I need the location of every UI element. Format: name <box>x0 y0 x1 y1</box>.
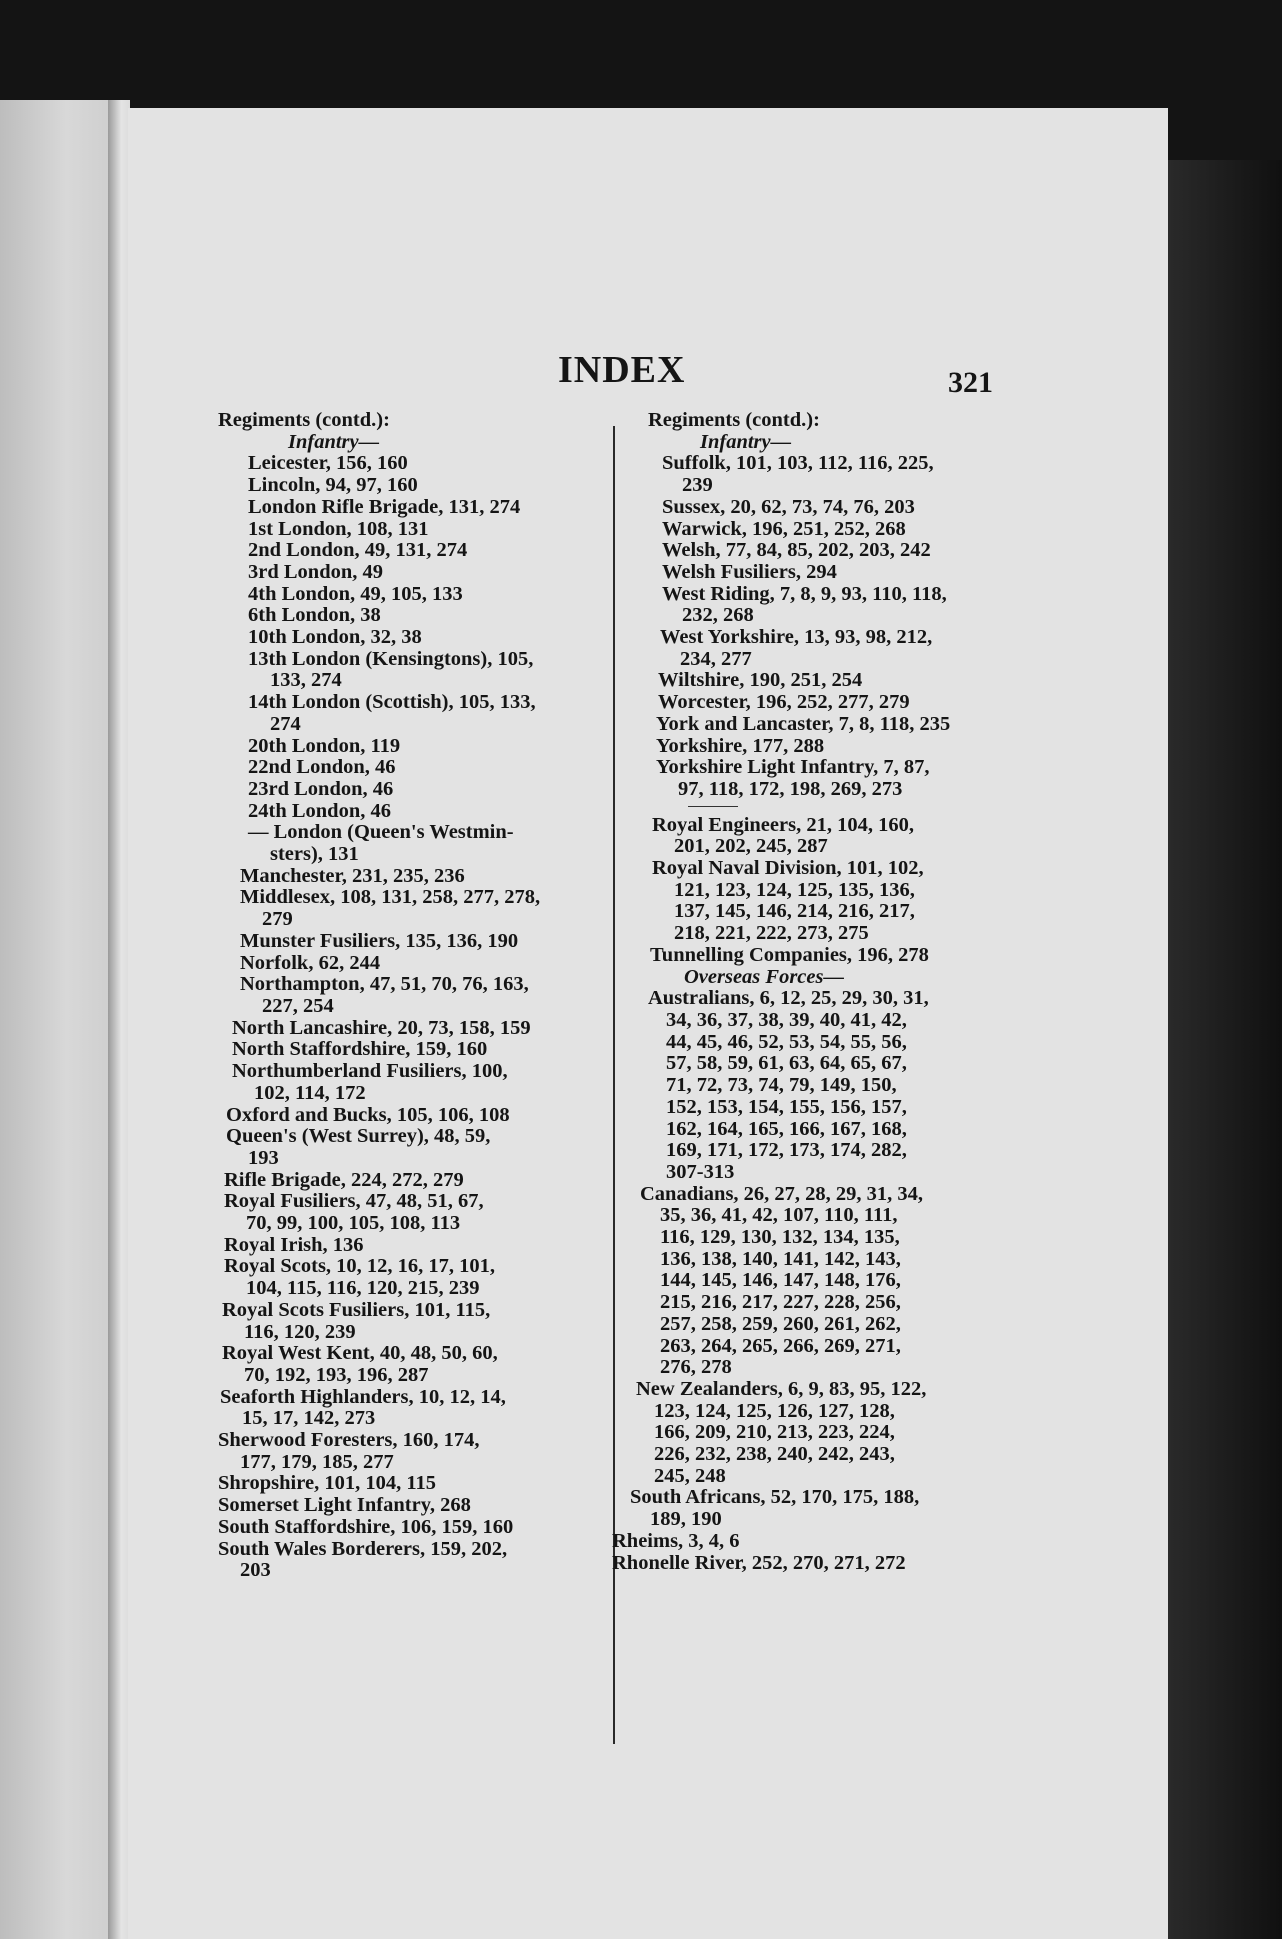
index-entry: 20th London, 119 <box>248 734 401 757</box>
index-entry: Norfolk, 62, 244 <box>240 951 381 974</box>
index-entry: Shropshire, 101, 104, 115 <box>218 1472 436 1495</box>
index-entry: Wiltshire, 190, 251, 254 <box>658 669 863 692</box>
index-entry: 263, 264, 265, 266, 269, 271, <box>660 1334 901 1357</box>
index-entry: 137, 145, 146, 214, 216, 217, <box>674 900 915 923</box>
index-entry: Munster Fusiliers, 135, 136, 190 <box>240 929 519 952</box>
index-entry: Rheims, 3, 4, 6 <box>612 1529 740 1552</box>
index-entry: 166, 209, 210, 213, 223, 224, <box>654 1421 895 1444</box>
index-entry: 1st London, 108, 131 <box>248 517 429 540</box>
index-entry: Middlesex, 108, 131, 258, 277, 278, <box>240 886 541 909</box>
index-subheading: Infantry— <box>288 430 380 453</box>
index-entry: 3rd London, 49 <box>248 560 384 583</box>
index-entry: 218, 221, 222, 273, 275 <box>674 922 869 945</box>
index-entry: Royal Naval Division, 101, 102, <box>652 857 924 880</box>
index-entry: Manchester, 231, 235, 236 <box>240 864 465 887</box>
index-subheading: Overseas Forces— <box>684 965 844 988</box>
index-entry: 121, 123, 124, 125, 135, 136, <box>674 878 915 901</box>
index-entry: 232, 268 <box>682 604 754 627</box>
index-entry: 177, 179, 185, 277 <box>240 1450 394 1473</box>
index-entry: Northampton, 47, 51, 70, 76, 163, <box>240 973 529 996</box>
index-entry: Seaforth Highlanders, 10, 12, 14, <box>220 1385 506 1408</box>
index-entry: South Africans, 52, 170, 175, 188, <box>630 1486 920 1509</box>
facing-page-edge <box>0 100 110 1939</box>
index-entry: West Yorkshire, 13, 93, 98, 212, <box>660 626 933 649</box>
index-entry: Royal Irish, 136 <box>224 1233 364 1256</box>
index-entry: 152, 153, 154, 155, 156, 157, <box>666 1095 907 1118</box>
index-entry: Royal Fusiliers, 47, 48, 51, 67, <box>224 1190 484 1213</box>
book-page <box>128 108 1168 1939</box>
index-entry: North Staffordshire, 159, 160 <box>232 1038 488 1061</box>
index-entry: 116, 120, 239 <box>244 1320 356 1343</box>
index-entry: 245, 248 <box>654 1464 726 1487</box>
index-entry: Royal West Kent, 40, 48, 50, 60, <box>222 1342 498 1365</box>
index-entry: Sherwood Foresters, 160, 174, <box>218 1429 480 1452</box>
index-entry: West Riding, 7, 8, 9, 93, 110, 118, <box>662 582 947 605</box>
scan-background <box>1168 160 1282 1939</box>
page-header <box>128 348 1168 408</box>
index-entry: 169, 171, 172, 173, 174, 282, <box>666 1139 907 1162</box>
index-entry: Yorkshire, 177, 288 <box>656 734 825 757</box>
index-entry: 71, 72, 73, 74, 79, 149, 150, <box>666 1074 897 1097</box>
index-entry: 189, 190 <box>650 1508 722 1531</box>
index-entry: 13th London (Kensingtons), 105, <box>248 647 534 670</box>
index-entry: York and Lancaster, 7, 8, 118, 235 <box>656 712 951 735</box>
index-entry: Oxford and Bucks, 105, 106, 108 <box>226 1103 510 1126</box>
index-entry: Suffolk, 101, 103, 112, 116, 225, <box>662 452 934 475</box>
index-entry: Australians, 6, 12, 25, 29, 30, 31, <box>648 987 929 1010</box>
index-entry: 22nd London, 46 <box>248 756 396 779</box>
index-entry: 24th London, 46 <box>248 799 391 822</box>
index-entry: Royal Engineers, 21, 104, 160, <box>652 813 914 836</box>
index-entry: 234, 277 <box>680 647 752 670</box>
index-entry: 307-313 <box>666 1160 735 1183</box>
index-entry: 201, 202, 245, 287 <box>674 835 828 858</box>
index-entry: 97, 118, 172, 198, 269, 273 <box>678 777 903 800</box>
index-entry: 203 <box>240 1559 271 1582</box>
index-entry: Somerset Light Infantry, 268 <box>218 1494 471 1517</box>
index-entry: 15, 17, 142, 273 <box>242 1407 376 1430</box>
index-entry: Rifle Brigade, 224, 272, 279 <box>224 1168 464 1191</box>
index-entry: 57, 58, 59, 61, 63, 64, 65, 67, <box>666 1052 907 1075</box>
index-entry: Sussex, 20, 62, 73, 74, 76, 203 <box>662 495 915 518</box>
index-entry: North Lancashire, 20, 73, 158, 159 <box>232 1016 531 1039</box>
index-entry: South Wales Borderers, 159, 202, <box>218 1537 508 1560</box>
index-entry: 104, 115, 116, 120, 215, 239 <box>246 1277 480 1300</box>
index-entry: Northumberland Fusiliers, 100, <box>232 1060 508 1083</box>
index-entry: 23rd London, 46 <box>248 777 394 800</box>
index-entry: 6th London, 38 <box>248 604 381 627</box>
index-entry: 116, 129, 130, 132, 134, 135, <box>660 1226 900 1249</box>
index-entry: London Rifle Brigade, 131, 274 <box>248 495 521 518</box>
index-entry: 70, 192, 193, 196, 287 <box>244 1363 429 1386</box>
index-entry: Yorkshire Light Infantry, 7, 87, <box>656 756 930 779</box>
index-entry: 193 <box>248 1146 279 1169</box>
page-title: INDEX <box>558 349 686 391</box>
index-entry: 276, 278 <box>660 1356 732 1379</box>
index-entry: Tunnelling Companies, 196, 278 <box>650 943 929 966</box>
index-entry: South Staffordshire, 106, 159, 160 <box>218 1515 514 1538</box>
index-entry: — London (Queen's Westmin- <box>248 821 514 844</box>
index-entry: Royal Scots, 10, 12, 16, 17, 101, <box>224 1255 496 1278</box>
index-column-right <box>598 410 1158 1574</box>
index-entry: 227, 254 <box>262 994 334 1017</box>
index-entry: 44, 45, 46, 52, 53, 54, 55, 56, <box>666 1030 907 1053</box>
index-entry: 136, 138, 140, 141, 142, 143, <box>660 1247 901 1270</box>
page-number: 321 <box>948 366 993 399</box>
index-heading: Regiments (contd.): <box>218 409 390 431</box>
index-entry: Royal Scots Fusiliers, 101, 115, <box>222 1298 491 1321</box>
index-entry: Leicester, 156, 160 <box>248 452 408 475</box>
index-entry: Queen's (West Surrey), 48, 59, <box>226 1125 491 1148</box>
index-entry: 215, 216, 217, 227, 228, 256, <box>660 1291 901 1314</box>
index-entry: 10th London, 32, 38 <box>248 626 422 649</box>
index-entry: 123, 124, 125, 126, 127, 128, <box>654 1399 895 1422</box>
index-entry: 102, 114, 172 <box>254 1081 366 1104</box>
index-entry: New Zealanders, 6, 9, 83, 95, 122, <box>636 1377 927 1400</box>
index-entry: 226, 232, 238, 240, 242, 243, <box>654 1443 895 1466</box>
index-entry: 4th London, 49, 105, 133 <box>248 582 463 605</box>
index-entry: 279 <box>262 908 293 931</box>
index-entry: 14th London (Scottish), 105, 133, <box>248 691 536 714</box>
index-entry: Rhonelle River, 252, 270, 271, 272 <box>612 1551 906 1574</box>
index-entry: Warwick, 196, 251, 252, 268 <box>662 517 906 540</box>
index-entry: 35, 36, 41, 42, 107, 110, 111, <box>660 1204 898 1227</box>
index-entry: Worcester, 196, 252, 277, 279 <box>658 691 910 714</box>
index-entry: 2nd London, 49, 131, 274 <box>248 539 468 562</box>
index-entry: 70, 99, 100, 105, 108, 113 <box>246 1212 461 1235</box>
index-entry: 274 <box>270 712 301 735</box>
index-entry: 133, 274 <box>270 669 342 692</box>
index-entry: 144, 145, 146, 147, 148, 176, <box>660 1269 901 1292</box>
index-subheading: Infantry— <box>700 430 792 453</box>
book-gutter <box>108 100 130 1939</box>
index-entry: 162, 164, 165, 166, 167, 168, <box>666 1117 907 1140</box>
index-entry: Canadians, 26, 27, 28, 29, 31, 34, <box>640 1182 924 1205</box>
section-rule <box>598 801 1158 815</box>
index-entry: 257, 258, 259, 260, 261, 262, <box>660 1312 901 1335</box>
index-entry: Lincoln, 94, 97, 160 <box>248 474 418 497</box>
index-entry: sters), 131 <box>270 843 359 866</box>
index-entry: 34, 36, 37, 38, 39, 40, 41, 42, <box>666 1008 907 1031</box>
index-heading: Regiments (contd.): <box>648 409 820 431</box>
index-entry: Welsh Fusiliers, 294 <box>662 560 837 583</box>
index-entry: 239 <box>682 474 713 497</box>
index-entry: Welsh, 77, 84, 85, 202, 203, 242 <box>662 539 931 562</box>
